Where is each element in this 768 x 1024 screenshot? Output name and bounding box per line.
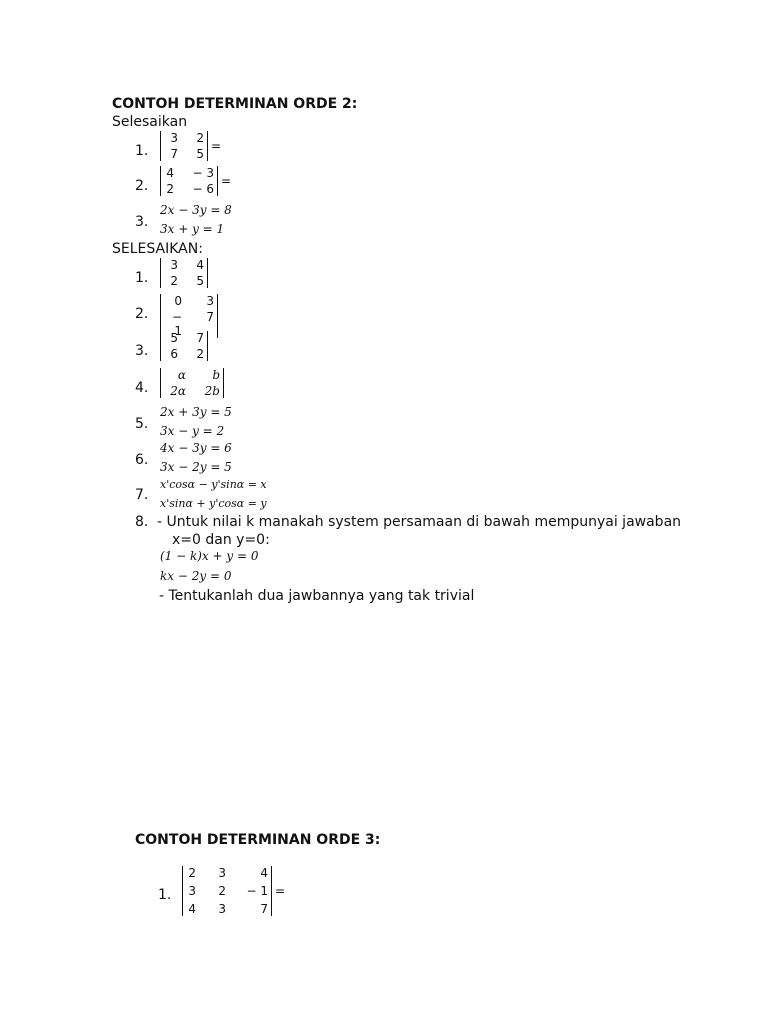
equation: x'cosα − y'sinα = x bbox=[160, 478, 267, 491]
determinant-2x2: α b 2α 2b bbox=[160, 368, 224, 398]
selesaikan-heading: SELESAIKAN: bbox=[112, 241, 203, 257]
heading-orde-3: CONTOH DETERMINAN ORDE 3: bbox=[135, 832, 381, 848]
question-text: - Tentukanlah dua jawbannya yang tak trivial bbox=[159, 588, 475, 604]
equation: 2x + 3y = 5 bbox=[160, 405, 232, 419]
determinant-2x2: 0 3 − 1 7 bbox=[160, 294, 218, 338]
equation: 3x − y = 2 bbox=[160, 424, 225, 438]
determinant-3x3: 2 3 4 3 2 − 1 4 3 7 = bbox=[182, 866, 285, 916]
equation: 4x − 3y = 6 bbox=[160, 441, 232, 455]
equation: (1 − k)x + y = 0 bbox=[160, 549, 259, 563]
equation: x'sinα + y'cosα = y bbox=[160, 497, 267, 510]
selesaikan-label: Selesaikan bbox=[112, 114, 188, 130]
determinant-2x2: 4 − 3 2 − 6 = bbox=[160, 166, 231, 196]
item-number: 1. bbox=[158, 887, 172, 903]
item-number: 1. bbox=[135, 270, 149, 286]
heading-orde-2: CONTOH DETERMINAN ORDE 2: bbox=[112, 96, 358, 112]
equation: kx − 2y = 0 bbox=[160, 569, 232, 583]
equation: 3x + y = 1 bbox=[160, 222, 225, 236]
item-number: 2. bbox=[135, 306, 149, 322]
item-number: 4. bbox=[135, 380, 149, 396]
equation: 3x − 2y = 5 bbox=[160, 460, 232, 474]
item-number: 1. bbox=[135, 143, 149, 159]
question-text: x=0 dan y=0: bbox=[172, 532, 270, 548]
item-number: 7. bbox=[135, 487, 149, 503]
item-number: 5. bbox=[135, 416, 149, 432]
equation: 2x − 3y = 8 bbox=[160, 203, 232, 217]
item-number: 8. bbox=[135, 514, 149, 530]
determinant-2x2: 5 7 6 2 bbox=[160, 331, 208, 361]
item-number: 3. bbox=[135, 214, 149, 230]
item-number: 2. bbox=[135, 178, 149, 194]
item-number: 6. bbox=[135, 452, 149, 468]
item-number: 3. bbox=[135, 343, 149, 359]
question-text: - Untuk nilai k manakah system persamaan di bawah mempunyai jawaban bbox=[157, 514, 682, 530]
determinant-2x2: 3 4 2 5 bbox=[160, 258, 208, 288]
determinant-2x2: 3 2 7 5 = bbox=[160, 131, 221, 161]
